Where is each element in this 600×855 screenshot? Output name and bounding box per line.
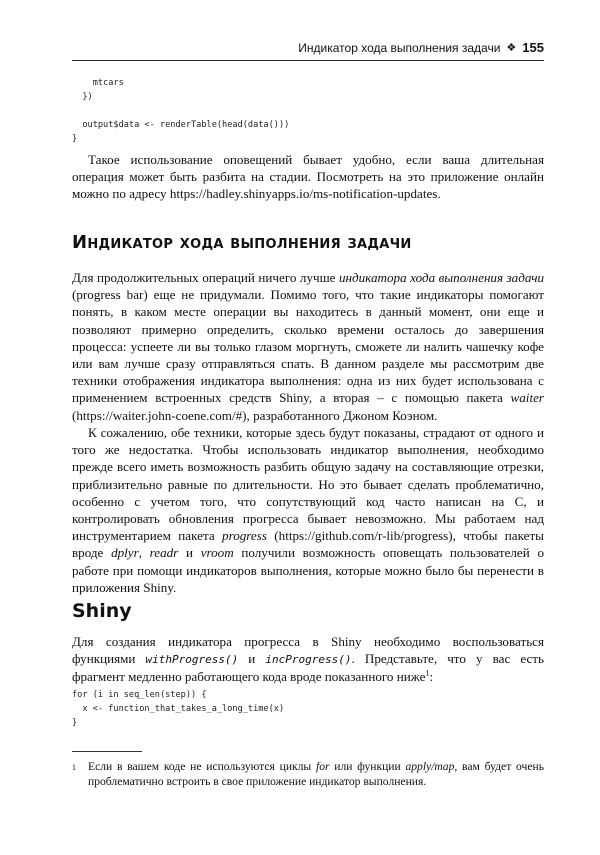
ornament-icon: ❖ xyxy=(506,42,517,54)
package-name: progress xyxy=(222,528,267,544)
package-name: vroom xyxy=(200,545,234,561)
inline-code: incProgress() xyxy=(265,653,352,667)
emphasis: for xyxy=(315,760,330,773)
text-run: (https://waiter.john-coene.com/#), разработанного Джоном Коэном. xyxy=(72,407,438,423)
text-run: . Представьте, что у вас есть фрагмент медленно работающего кода вроде показанного ниже xyxy=(72,651,544,685)
footnote xyxy=(72,759,544,789)
footnote-text xyxy=(88,759,544,789)
text-run: Для создания индикатора прогресса в Shiny необходимо воспользоваться функциями xyxy=(72,634,544,667)
text-run: или функции xyxy=(329,760,406,773)
package-name: readr xyxy=(149,545,179,561)
footnote-divider xyxy=(72,751,142,752)
paragraph-notifications xyxy=(72,151,544,203)
text-run: : xyxy=(429,669,434,685)
emphasis: apply/map xyxy=(405,760,455,773)
subsection-heading: Shiny xyxy=(72,600,132,622)
text-run: (https://github.com/r-lib/progress), чтобы пакеты вроде xyxy=(72,528,544,561)
section-heading: Индикатор хода выполнения задачи xyxy=(72,232,412,253)
text-run: и xyxy=(178,545,201,561)
code-block-slow-loop: for (i in seq_len(step)) { x <- function_that_takes_a_long_time(x) } xyxy=(72,690,285,728)
paragraph-limitations xyxy=(72,424,544,596)
text-run: Если в вашем коде не используются циклы xyxy=(88,760,316,773)
page-number: 155 xyxy=(522,40,544,55)
text-run: получили возможность оповещать пользователей о работе при помощи индикаторов выполнения, которые можно было бы перенести в приложения Shiny. xyxy=(72,545,544,595)
package-name: dplyr xyxy=(111,545,139,561)
emphasis: индикатора хода выполнения задачи xyxy=(338,270,544,285)
text-run: (progress bar) еще не придумали. Помимо того, что такие индикаторы помогают понять, в каком месте операции вы находитесь в данный момент, они еще и позволяют примерно определить, сколько времени осталось до завершения процесса: успеете ли вы только глазом моргнуть, сможете ли налить чашечку кофе или вам лучше сразу отправляться спать. В данном разделе мы рассмотрим две техники отображения индикатора выполнения: одна из них будет использована с применением встроенных средств Shiny, а вторая – с помощью пакета xyxy=(72,287,544,406)
footnote-mark: 1 xyxy=(72,763,76,772)
running-head-title: Индикатор хода выполнения задачи xyxy=(298,40,501,55)
inline-code: withProgress() xyxy=(145,653,239,667)
package-name: waiter xyxy=(510,390,544,406)
code-block-render-table: mtcars }) output$data <- renderTable(head(data())) } xyxy=(72,78,290,144)
text-run: К сожалению, обе техники, которые здесь будут показаны, страдают от одного и того же недостатка. Чтобы использовать индикатор выполнения, необходимо прежде всего иметь возможность разбить общую задачу на составляющие отрезки, приблизительно равные по длительности. Но это бывает сделать проблематично, особенно с учетом того, что сопутствующий код часто написан на C, и контролировать обновления прогресса бывает невозможно. Мы работаем над инструментарием пакета xyxy=(72,425,544,544)
text-run: , вам будет очень проблематично встроить в свое приложение индикатор выполнения. xyxy=(88,760,544,788)
paragraph-progress-intro xyxy=(72,269,544,424)
paragraph-shiny-progress xyxy=(72,633,544,686)
paragraph-text: Такое использование оповещений бывает удобно, если ваша длительная операция может быть разбита на стадии. Посмотреть на это приложение онлайн можно по адресу https://hadley.shinyapps.io/ms-notification-updates. xyxy=(72,152,544,202)
footnote-reference[interactable]: 1 xyxy=(425,669,430,679)
text-run: и xyxy=(238,651,266,667)
text-run: , xyxy=(138,545,150,561)
running-head xyxy=(72,40,544,61)
text-run: Для продолжительных операций ничего лучше xyxy=(72,270,339,285)
